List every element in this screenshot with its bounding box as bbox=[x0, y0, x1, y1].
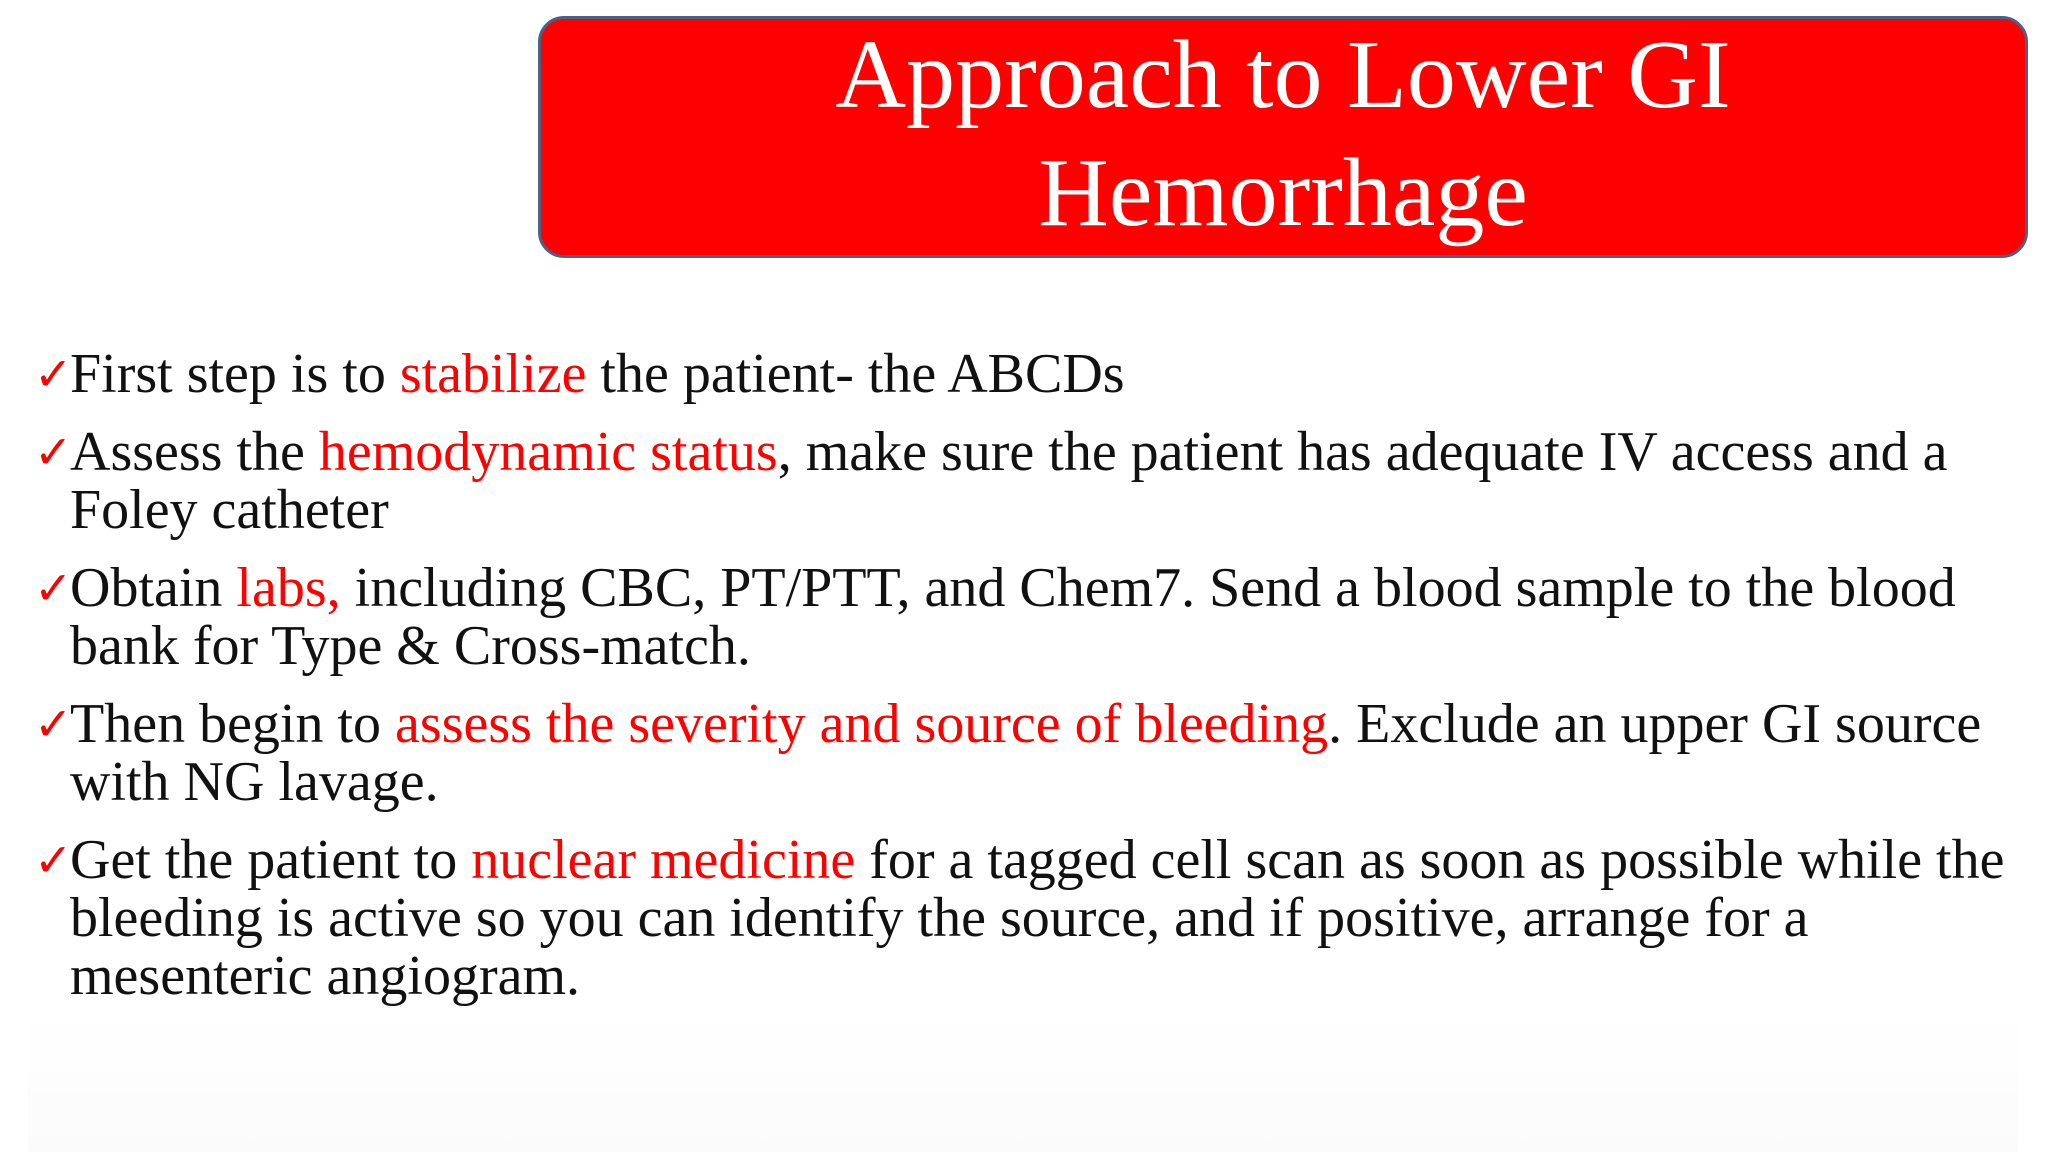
bullet-item-5 bbox=[34, 831, 2024, 1005]
slide-title bbox=[708, 16, 1858, 252]
bullet-item-4 bbox=[34, 695, 2024, 811]
bullet-item-2 bbox=[34, 423, 2024, 539]
bullet-list bbox=[34, 345, 2024, 1025]
bullet-text: , make sure the patient has adequate IV access and a Foley catheter bbox=[70, 421, 1948, 541]
bullet-item-3 bbox=[34, 559, 2024, 675]
bullet-highlight: labs, bbox=[236, 557, 341, 619]
bullet-highlight: stabilize bbox=[399, 343, 587, 405]
bullet-text: First step is to bbox=[70, 343, 400, 405]
title-line-2: Hemorrhage bbox=[1038, 139, 1528, 247]
title-line-1: Approach to Lower GI bbox=[835, 21, 1731, 129]
bullet-text: . Exclude an upper GI source with NG lavage. bbox=[70, 693, 1982, 813]
bullet-text: for a tagged cell scan as soon as possible while the bleeding is active so you can identify the source, and if positive, arrange for a mesenteric angiogram. bbox=[70, 829, 2005, 1007]
bullet-text: the patient- the ABCDs bbox=[586, 343, 1125, 405]
bullet-highlight: assess the severity and source of bleeding bbox=[395, 693, 1329, 755]
checkmark-icon: ✓ bbox=[34, 697, 73, 751]
checkmark-icon: ✓ bbox=[34, 425, 73, 479]
bullet-text: Get the patient to bbox=[70, 829, 472, 891]
bullet-highlight: nuclear medicine bbox=[471, 829, 856, 891]
slide-footer-area bbox=[28, 1010, 2018, 1152]
bullet-item-1 bbox=[34, 345, 2024, 403]
checkmark-icon: ✓ bbox=[34, 347, 73, 401]
checkmark-icon: ✓ bbox=[34, 833, 73, 887]
bullet-highlight: hemodynamic status bbox=[318, 421, 778, 483]
bullet-text: Assess the bbox=[70, 421, 319, 483]
checkmark-icon: ✓ bbox=[34, 561, 73, 615]
bullet-text: Then begin to bbox=[70, 693, 396, 755]
bullet-text: Obtain bbox=[70, 557, 237, 619]
bullet-text: including CBC, PT/PTT, and Chem7. Send a blood sample to the blood bank for Type & Cross-match. bbox=[70, 557, 1956, 677]
title-banner bbox=[538, 16, 2028, 258]
